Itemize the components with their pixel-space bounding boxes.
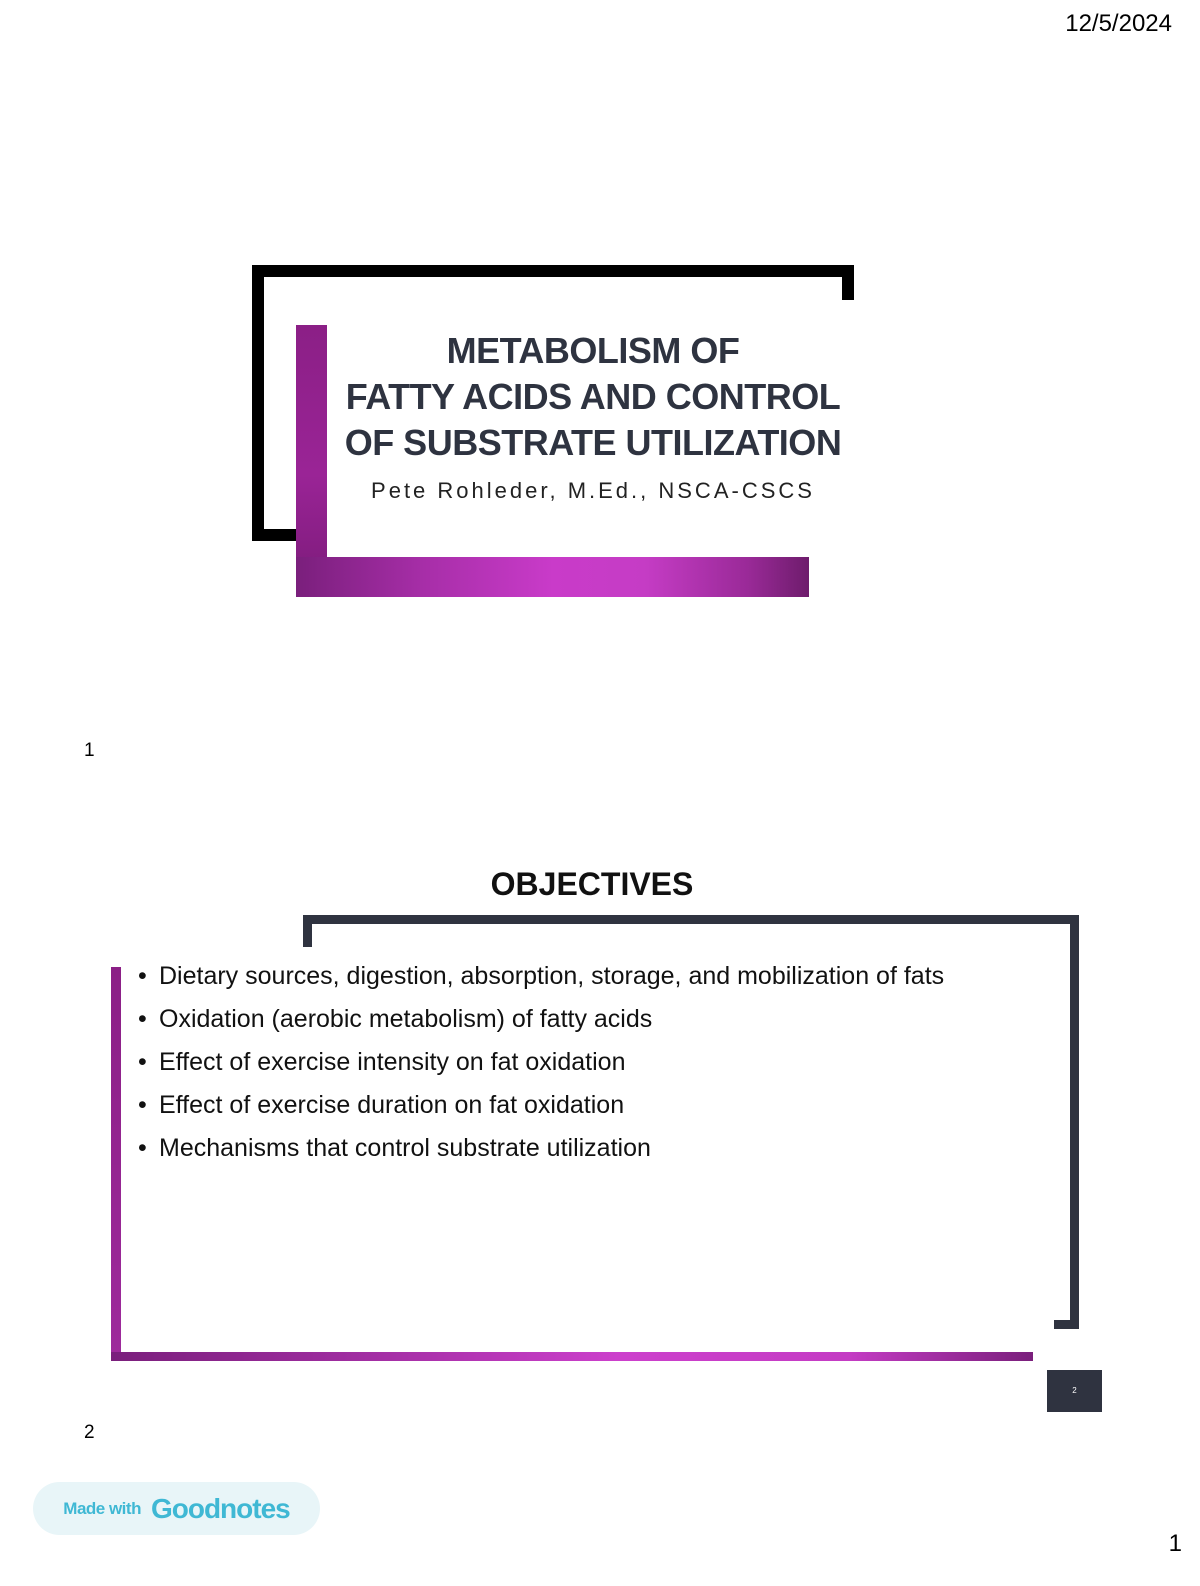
list-item	[138, 1089, 1038, 1121]
list-item	[138, 1003, 1038, 1035]
slide2-number: 2	[84, 1422, 95, 1443]
list-item-text: Oxidation (aerobic metabolism) of fatty acids	[159, 1005, 653, 1033]
list-item	[138, 960, 1038, 992]
list-item-text: Effect of exercise intensity on fat oxidation	[159, 1048, 626, 1076]
list-item	[138, 1046, 1038, 1078]
goodnotes-watermark[interactable]	[33, 1482, 320, 1535]
slide2-accent-bar	[111, 1352, 1033, 1361]
slide1-title-line: METABOLISM OF	[446, 330, 740, 371]
slide2-number-badge: 2	[1047, 1370, 1102, 1412]
slide1-title-line: OF SUBSTRATE UTILIZATION	[344, 422, 842, 463]
list-item-text: Mechanisms that control substrate utilization	[159, 1134, 651, 1162]
objectives-list	[138, 960, 1038, 1175]
page-date: 12/5/2024	[1065, 10, 1172, 37]
slide1-frame-right-tick	[842, 265, 854, 300]
slide2-frame-left-tick	[303, 915, 312, 947]
list-item-text: Dietary sources, digestion, absorption, storage, and mobilization of fats	[159, 962, 945, 990]
bullet-icon: •	[138, 1005, 147, 1033]
bullet-icon: •	[138, 1134, 147, 1162]
slide1-accent-bar	[296, 557, 809, 597]
watermark-brand: Goodnotes	[150, 1492, 290, 1524]
bullet-icon: •	[138, 1048, 147, 1076]
list-item	[138, 1132, 1038, 1164]
page-number: 1	[1168, 1530, 1182, 1557]
slide1-frame-left	[252, 265, 264, 541]
slide1-title	[330, 328, 856, 466]
watermark-prefix: Made with	[63, 1498, 141, 1518]
bullet-icon: •	[138, 962, 147, 990]
slide1-title-line: FATTY ACIDS AND CONTROL	[345, 376, 841, 417]
list-item-text: Effect of exercise duration on fat oxidation	[159, 1091, 625, 1119]
slide2-heading: OBJECTIVES	[490, 866, 694, 902]
slide2-accent-vertical	[111, 967, 121, 1361]
slide1-author: Pete Rohleder, M.Ed., NSCA-CSCS	[371, 478, 815, 503]
slide2-frame-bottom-tick	[1054, 1320, 1079, 1329]
slide1-number: 1	[84, 740, 95, 761]
slide2-frame-top	[303, 915, 1079, 924]
slide1-frame-top	[252, 265, 854, 277]
bullet-icon: •	[138, 1091, 147, 1119]
slide2-frame-right	[1070, 915, 1079, 1329]
